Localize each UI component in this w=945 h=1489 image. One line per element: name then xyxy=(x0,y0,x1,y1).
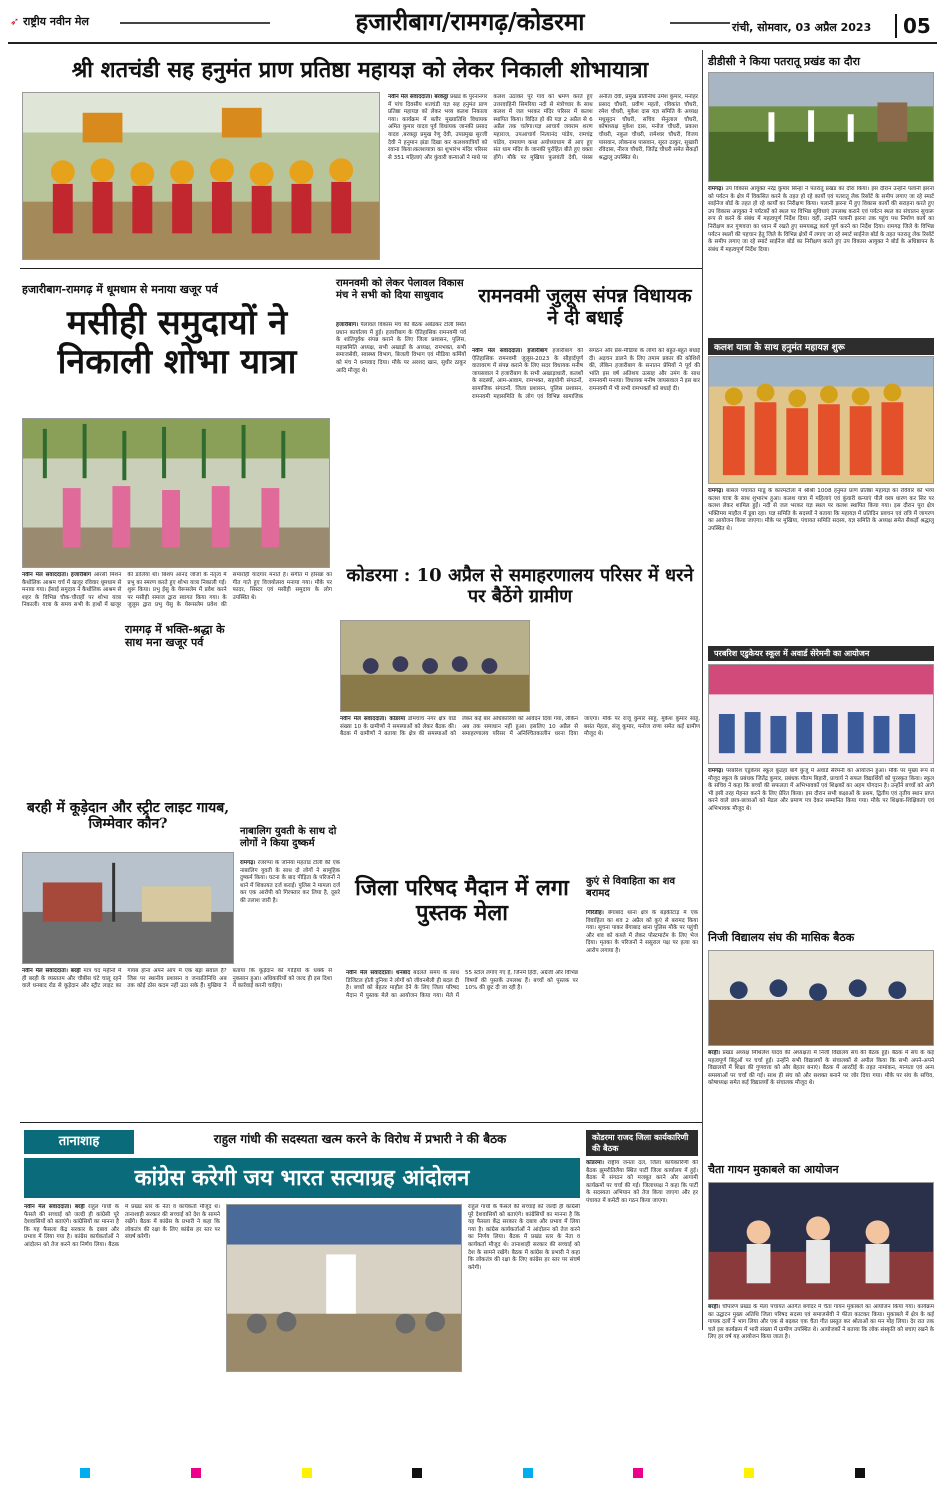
khajur-kicker: हजारीबाग-रामगढ़ में धूमधाम से मनाया खजूर पर्व xyxy=(22,283,218,296)
banner-headline-bar xyxy=(24,1158,580,1198)
banner-tag: तानाशाह xyxy=(24,1130,134,1154)
banner-body-right xyxy=(468,1204,580,1444)
chaita-headline: चैता गायन मुकाबले का आयोजन xyxy=(708,1163,839,1176)
chaita-byline: बरही। xyxy=(708,1304,721,1310)
banner-headline: कांग्रेस करेगी जय भारत सत्याग्रह आंदोलन xyxy=(134,1165,470,1191)
khajur-body xyxy=(22,572,332,730)
ddc-headline: डीडीसी ने किया पतरातू प्रखंड का दौरा xyxy=(708,55,860,68)
koderma-text: डोमचांच नगर क्षेत्र वार्ड संख्या 10 के ग्रामीणों ने समस्याओं को लेकर बैठक की। बैठक में ग्रामीणों ने बताया कि क्षेत्र की समस्याओं को लेकर कई बार अधिकारियों को आवेदन दिया गया, लेकिन अब तक समाधान नहीं हुआ। इसलिए 10 अप्रैल से समाहरणालय परिसर में अनिश्चितकालीन धरना दिया जाएगा। मौके पर राजू कुमार साहू, मुकेश कुमार साहू, बसंत मेहता, संजू कुमार, मनोज राणा समेत कई ग्रामीण मौजूद थे। xyxy=(340,716,700,738)
school-photo xyxy=(708,664,934,764)
ddc-text: उप विकास आयुक्त नरेंद्र कुमार सिन्हा ने पतरातू प्रखंड का दौरा किया। इस दौरान उन्होंने पलानी झरना को पर्यटन के क्षेत्र में विकसित करने के तहत हो रहे कार्यों एवं पतरातू लेक रिसॉर्ट के समीप लगाए जा रहे स्मार्ट साईनेज बोर्ड के तहत हो रहे कार्यों का निरीक्षण किया। पलानी झरना में हुए विकास कार्यों की सराहना करते हुए उप विकास आयुक्त ने पर्यटकों को स्थल पर विभिन्न सुविधाएं उपलब्ध कराने एवं पर्यटन स्थल का संचालन सुचारू रूप से करने के संबंध में महत्वपूर्ण निर्देश दिया। वहीं, उन्होंने पलानी झरना तक पहुंच पथ निर्माण कार्य का निरीक्षण कर गुणवत्ता का ध्यान में रखते हुए समयबद्ध कार्य पूर्ण करने का निर्देश दिया। रामगढ़ जिले के विभिन्न पर्यटन स्थलों की पहचान हेतु जिले के विभिन्न क्षेत्रों में लगाए जा रहे स्मार्ट साईनेज बोर्ड के तहत पतरातू लेक रिसॉर्ट के समीप लगाए जा रहे स्मार्ट साईनेज बोर्ड का निरीक्षण करते हुए उप विकास आयुक्त ने बोर्ड के अधिष्ठापन के संबंध में महत्वपूर्ण निर्देश दिया। xyxy=(708,186,934,253)
banner-text-continued: राहुल गांधी के फैसले की सच्चाई को जल्दी ही कांग्रेसी पूरे देशवासियों को बताएंगे। कांग्रेसियों का मानना है कि यह फैसला केंद्र सरकार के दबाव और प्रभाव में लिया गया है। कांग्रेस कार्यकर्ताओं ने आंदोलन को तेज करने का निर्णय लिया। बैठक में प्रखंड स्तर के नेता व कार्यकर्ता मौजूद थे। तानाशाही सरकार की सच्चाई को देश के सामने रखेंगे। बैठक में कांग्रेस के प्रभारी ने कहा कि लोकतंत्र की रक्षा के लिए कांग्रेस हर स्तर पर संघर्ष करेगी। xyxy=(468,1204,580,1271)
pelawal-body xyxy=(336,322,466,568)
private-school-text: प्रखंड अध्यक्ष मिथिलेश यादव की अध्यक्षता में निजी विद्यालय संघ की बैठक हुई। बैठक में संघ के कई महत्वपूर्ण बिंदुओं पर चर्चा हुई। उन्होंने सभी विद्यालयों के संचालकों से अपील किया कि सभी अपने-अपने विद्यालयों में शिक्षा की गुणवत्ता को और बेहतर बनाएं। बैठक में आरटीई के तहत नामांकन, मान्यता एवं अन्य समस्याओं पर चर्चा की गई। साथ ही संघ को और सशक्त बनाने पर जोर दिया गया। मौके पर संघ के सचिव, कोषाध्यक्ष समेत कई विद्यालयों के संचालक मौजूद थे। xyxy=(708,1050,934,1087)
register-mark-magenta-2 xyxy=(633,1468,643,1478)
chaita-body xyxy=(708,1304,934,1446)
private-school-byline: बरही। xyxy=(708,1050,721,1056)
well-byline: गिरिडीह। xyxy=(586,910,604,916)
kalash-byline: रामगढ़। xyxy=(708,488,724,494)
kalash-photo xyxy=(708,356,934,484)
barhi-text: मात्र चंद महीनों में ही बरही के व्यस्ततम और चौबीस घंटे चालू रहने वाले धनबाद रोड से कूड़ेदान और स्ट्रीट लाइट का गायब होना अपने आप में एक बड़ा सवाल है? जिस पर स्थानीय प्रशासन व जनप्रतिनिधि अब तक कोई ठोस कदम नहीं उठा सके हैं। मुखिया ने बताया कि कूड़ेदान को गाड़ियों के धक्के से नुकसान हुआ। अधिकारियों को जल्द ही इस दिशा में कार्रवाई करनी चाहिए। xyxy=(22,968,332,990)
register-mark-black-2 xyxy=(855,1468,865,1478)
ddc-photo xyxy=(708,72,934,182)
barhi-headline: बरही में कूड़ेदान और स्ट्रीट लाइट गायब, जिम्मेवार कौन? xyxy=(26,800,230,833)
lead-byline: नवीन मेल संवाददाता। बरकट्ठा xyxy=(388,94,449,100)
ramnavami-text: हजारीबाग की ऐतिहासिक रामनवमी जुलूस-2023 के सौहार्दपूर्ण वातावरण में संपन्न कराने के लिए सदर विधायक मनीष जायसवाल ने हजारीबाग के सभी अखाड़ाधारी, कलशों के सदस्यों, आम-आवाम, रामभक्त, सहयोगी संगठनों, सामाजिक संगठनों, जिला प्रशासन, पुलिस प्रशासन, रामनवमी महासमिति के लोग एवं विभिन्न सामाजिक संगठन और प्रेस-मीडिया के लोगों को बहुत-बहुत बधाई दी। अड़चन डालने के लिए तमाम प्रकार की कोशिशें की, लेकिन हजारीबाग के सनातन प्रेमियों ने पूर्व की भांति इस वर्ष अतिशय उत्साह और उमंग के साथ रामनवमी मनाया। विधायक मनीष जायसवाल ने इस बार रामनवमी में भी सभी रामभक्तों को बधाई दी। xyxy=(472,348,700,400)
kalash-text: बासल पंचायत मांडू के कारमटोला में श्रीश्री 1008 हनुमंत प्राण प्रतिष्ठा महायज्ञ का रविवार को भव्य कलश यात्रा के साथ शुभारंभ हुआ। कलश यात्रा में महिलाएं एवं कुंवारी कन्याएं पीले वस्त्र धारण कर सिर पर कलश लेकर शामिल हुईं। नदी से जल भरकर यज्ञ स्थल पर कलश स्थापित किया गया। इस दौरान पूरा क्षेत्र भक्तिमय माहौल में डूबा रहा। यज्ञ समिति के सदस्यों ने बताया कि महायज्ञ में प्रतिदिन प्रवचन एवं रात्रि में जागरण का आयोजन किया जाएगा। मौके पर मुखिया, पंचायत समिति सदस्य, यज्ञ समिति के अध्यक्ष समेत सैकड़ों श्रद्धालु उपस्थित थे। xyxy=(708,488,934,532)
ramnavami-byline: नवीन मेल संवाददाता। हजारीबाग xyxy=(472,348,548,354)
nabalig-headline: नाबालिग युवती के साथ दो लोगों ने किया दुष्कर्म xyxy=(240,826,337,849)
banner-byline: नवीन मेल संवाददाता। बरही xyxy=(24,1204,85,1210)
pelawal-byline: हजारीबाग। xyxy=(336,322,359,328)
lead-text: प्रखंड के पुरनानगर में पांच दिवसीय शतचंडी यज्ञ सह हनुमंत प्राण प्रतिष्ठा महायज्ञ को लेकर भव्य कलश निकाला गया। कार्यक्रम में बतौर मुख्यातिथि विधायक अमित कुमार यादव पूर्व विधायक जानकी प्रसाद यादव ,बरकट्ठा प्रमुख रेणु देवी, उपप्रमुख सुरजी देवी ने हनुमान झंडा दिखा कर कलशयात्रियों को रवाना किया।कलशयात्रा का शुभारंभ मंदिर परिसर से 351 महिलाएं और कुंवारी कन्याओं ने माथे पर कलश उठाकर पूरे गांव को भ्रमण करते हुए उत्तरवाहिनी सिमरिया नदी से मंत्रोच्चार के साथ कलश में जल भरकर मंदिर परिसर में कलश स्थापित किया। विदित हो की यज्ञ 2 अप्रैल से 6 अप्रैल तक चलेगा।यज्ञ आचार्य जयराम शरण महाराज, उपआचार्य नित्यानंद पांडेय, रामचंद्र पांडेय, रामायण कथा अयोध्याधाम से आए हुए संत धाम मंदिर के जानकी पुरोहित बीते हुए वक्ता होंगे। मौके पर मुखिया फुलवंती देवी, पंसस अनीता देवी, प्रमुख प्रतिनिधि उमेश कुमार, मनोहर प्रसाद चौधरी, प्रवीण महतो, रविकांत चौधरी, रमेश चौधरी, मुकेश दास यज्ञ समिति के अध्यक्ष मधुसूदन चौधरी, सचिव सेनुलाल चौधरी, कोषाध्यक्ष मुकेश दास, मनोज चौधरी, प्रकाश चौधरी, नकुल चौधरी, रामेश्वर चौधरी, विजय पासवान, लोकनाथ पासवान, सूरत ठाकुर, सुखारी रविदास, नीरज चौधरी, जितेंद्र चौधरी समेत सैकड़ों श्रद्धालु उपस्थित थे। xyxy=(388,94,698,161)
well-text: बेंगाबाद थाना क्षेत्र के बड़कीटांड़ में एक विवाहिता का शव 2 अप्रैल को कुएं से बरामद किया गया। सूचना पाकर बेंगाबाद थाना पुलिस मौके पर पहुंची और शव को कब्जे में लेकर पोस्टमार्टम के लिए भेज दिया। मृतका के परिजनों ने ससुराल पक्ष पर हत्या का आरोप लगाया है। xyxy=(586,910,698,954)
dateline: रांची, सोमवार, 03 अप्रैल 2023 xyxy=(732,21,872,34)
bird-icon: ➶ xyxy=(10,15,20,28)
nabalig-byline: रामगढ़। xyxy=(240,860,256,866)
lead-rule xyxy=(20,268,702,269)
register-mark-cyan-2 xyxy=(523,1468,533,1478)
khajur-byline: नवीन मेल संवाददाता। हजारीबाग xyxy=(22,572,92,578)
private-school-photo xyxy=(708,950,934,1046)
section-title: हजारीबाग/रामगढ़/कोडरमा xyxy=(355,7,585,36)
banner-text: राहुल गांधी के फैसले की सच्चाई को जल्दी ही कांग्रेसी पूरे देशवासियों को बताएंगे। कांग्रेसियों का मानना है कि यह फैसला केंद्र सरकार के दबाव और प्रभाव में लिया गया है। कांग्रेस कार्यकर्ताओं ने आंदोलन को तेज करने का निर्णय लिया। बैठक में प्रखंड स्तर के नेता व कार्यकर्ता मौजूद थे। तानाशाही सरकार की सच्चाई को देश के सामने रखेंगे। बैठक में कांग्रेस के प्रभारी ने कहा कि लोकतंत्र की रक्षा के लिए कांग्रेस हर स्तर पर संघर्ष करेगी। xyxy=(24,1204,220,1248)
rjd-byline: कोडरमा। xyxy=(586,1160,604,1166)
barhi-photo xyxy=(22,852,234,964)
khajur-headline: मसीही समुदायों ने निकाली शोभा यात्रा xyxy=(57,303,297,383)
masthead-rule xyxy=(8,42,937,44)
ddc-body xyxy=(708,186,934,336)
paper-logo xyxy=(10,14,89,29)
ramnavami-headline: रामनवमी जुलूस संपन्न विधायक ने दी बधाई xyxy=(478,285,692,329)
register-mark-yellow xyxy=(302,1468,312,1478)
footer-color-bar xyxy=(0,1466,945,1480)
nabalig-text: रजरप्पा के जनिया महतांड टोली की एक नाबालिग युवती के साथ दो लोगों ने सामूहिक दुष्कर्म किया। घटना के बाद पीड़िता के परिजनों ने थाने में शिकायत दर्ज कराई। पुलिस ने मामला दर्ज कर एक आरोपी को गिरफ्तार कर लिया है, दूसरे की तलाश जारी है। xyxy=(240,860,340,904)
kalash-body xyxy=(708,488,934,638)
school-text: परबरिश एडुकेयर स्कूल कुंडहा बागे कुजू में अवार्ड सेरेमनी का आयोजन हुआ। मौके पर मुख्य रूप से मौजूद स्कूल के प्रबंधक जितेंद्र कुमार, प्रबंधक गौतम बिहारी, प्राचार्य ने सफल विद्यार्थियों को पुरस्कृत किया। स्कूल के सचिव ने कहा कि बच्चों की सफलता में अभिभावकों एवं शिक्षकों का अहम योगदान है। उन्होंने बच्चों को आगे भी इसी तरह मेहनत करने के लिए प्रेरित किया। इस दौरान सभी कक्षाओं के प्रथम, द्वितीय एवं तृतीय स्थान प्राप्त करने वाले छात्र-छात्राओं को मेडल और प्रमाण पत्र देकर सम्मानित किया गया। मौके पर शिक्षक-शिक्षिकाएं एवं अभिभावक मौजूद थे। xyxy=(708,768,934,812)
page-number: 05 xyxy=(895,14,931,38)
school-byline: रामगढ़। xyxy=(708,768,724,774)
banner-rule xyxy=(20,1122,702,1123)
rjd-headline: कोडरमा राजद जिला कार्यकारिणी की बैठक xyxy=(586,1130,698,1156)
lead-headline: श्री शतचंडी सह हनुमंत प्राण प्रतिष्ठा महायज्ञ को लेकर निकाली शोभायात्रा xyxy=(71,57,649,83)
school-body xyxy=(708,768,934,928)
book-fair-body xyxy=(346,970,578,1120)
barhi-byline: नवीन मेल संवाददाता। बरही xyxy=(22,968,81,974)
masthead xyxy=(0,0,945,44)
barhi-body xyxy=(22,968,332,1118)
chaita-photo xyxy=(708,1182,934,1300)
kalash-headline: कलश यात्रा के साथ हनुमंत महायज्ञ शुरू xyxy=(708,338,934,355)
nabalig-body xyxy=(240,860,340,964)
book-fair-text: बदलते समय के साथ डिजिटल होती दुनिया ने लोगों को जीवनशैली ही बदल दी है। बच्चों को बेहतर माहौल देने के लिए जिला परिषद मैदान में पुस्तक मेले का आयोजन किया गया। मेले में 55 स्टॉल लगाए गए हैं, जिनमें हिंदी, अंग्रेजी और विभिन्न विषयों की पुस्तकें उपलब्ध हैं। बच्चों को पुस्तक पर 10% की छूट दी जा रही है। xyxy=(346,970,578,999)
register-mark-magenta xyxy=(191,1468,201,1478)
register-mark-yellow-2 xyxy=(744,1468,754,1478)
koderma-headline: कोडरमा : 10 अप्रैल से समाहरणालय परिसर में धरने पर बैठेंगे ग्रामीण xyxy=(346,565,694,607)
private-school-headline: निजी विद्यालय संघ की मासिक बैठक xyxy=(708,931,855,944)
koderma-body xyxy=(340,716,700,868)
koderma-byline: नवीन मेल संवाददाता। कोडरमा xyxy=(340,716,406,722)
khajur-text: आरसी मिशन कैथोलिक आश्रम चर्च में खजूर रविवार धूमधाम से मनाया गया। ईसाई समुदाय ने कैथोलिक आश्रम से शहर के विभिन्न चौक-चौराहों पर शोभा यात्रा निकाली। यात्रा के समय सभी के हाथों में खजूर की डालियां थीं। बिशप आनंद जोजो के नेतृत्व में प्रभु का स्मरण करते हुए शोभा यात्रा निकाली गई। शुरू किया। प्रभु ईसु के येरूसलेम में प्रवेश करने पर मसीही समाज द्वारा स्वागत किया गया। के जुलूस द्वारा प्रभु येसु के येरूसलेम प्रवेश की समारोही यादगार मनाते हैं। संगीत में होसन्ना का गीत गाते हुए विजयोत्सव मनाया गया। मौके पर फादर, सिस्टर एवं मसीही समुदाय के लोग उपस्थित थे। xyxy=(22,572,332,609)
ramgarh-khajur-headline: रामगढ़ में भक्ति-श्रद्धा के साथ मना खजूर पर्व xyxy=(125,623,225,649)
banner-photo xyxy=(226,1204,462,1372)
lead-body xyxy=(388,94,698,260)
lead-photo-procession xyxy=(22,92,380,260)
ramnavami-body xyxy=(472,348,700,558)
pelawal-text: पेलावल विकास मंच की बैठक अंबेडकर टोली स्थित प्रधान कार्यालय में हुई। हजारीबाग के ऐतिहासिक रामनवमी पर्व के शांतिपूर्वक संपन्न कराने के लिए जिला प्रशासन, पुलिस, महासमिति अध्यक्ष, सभी अखाड़ों के अध्यक्ष, रामभक्त, सभी समाजसेवी, स्वास्थ्य विभाग, बिजली विभाग एवं मीडिया कर्मियों को मंच ने धन्यवाद दिया। मौके पर अरशद खान, सुधीर ठाकुर आदि मौजूद थे। xyxy=(336,322,466,374)
pelawal-headline: रामनवमी को लेकर पेलावल विकास मंच ने सभी को दिया साधुवाद xyxy=(336,278,464,301)
paper-name: राष्ट्रीय नवीन मेल xyxy=(23,15,89,28)
decor-line-right xyxy=(670,22,730,24)
koderma-photo xyxy=(340,620,530,712)
khajur-photo xyxy=(22,418,330,568)
book-fair-byline: नवीन मेल संवाददाता। धनबाद xyxy=(346,970,411,976)
chaita-text: चौपारण प्रखंड के मेला पंचायत अंतर्गत बगोदर में चैता गायन मुकाबले का आयोजन किया गया। कार्यक्रम का उद्घाटन मुख्य अतिथि जिला परिषद सदस्य एवं समाजसेवी ने फीता काटकर किया। मुकाबले में क्षेत्र के कई गायक दलों ने भाग लिया और एक से बढ़कर एक चैता गीत प्रस्तुत कर श्रोताओं का मन मोह लिया। देर रात तक चले इस कार्यक्रम में भारी संख्या में ग्रामीण उपस्थित थे। आयोजकों ने बताया कि लोक संस्कृति को बचाए रखने के लिए हर वर्ष यह आयोजन किया जाता है। xyxy=(708,1304,934,1341)
ddc-byline: रामगढ़। xyxy=(708,186,724,192)
banner-subhead: राहुल गांधी की सदस्यता खत्म करने के विरोध में प्रभारी ने की बैठक xyxy=(213,1132,507,1146)
well-headline: कुएं से विवाहिता का शव बरामद xyxy=(586,876,676,899)
school-headline: परबरिश एडुकेयर स्कूल में अवार्ड सेरेमनी का आयोजन xyxy=(708,646,934,661)
register-mark-cyan xyxy=(80,1468,90,1478)
right-column-divider xyxy=(702,50,703,1330)
register-mark-black xyxy=(412,1468,422,1478)
well-body xyxy=(586,910,698,1120)
rjd-text: राष्ट्रीय जनता दल, जिला कार्यकारिणी की बैठक झुमरीतिलैया स्थित पार्टी जिला कार्यालय में हुई। बैठक में संगठन को मजबूत करने और आगामी कार्यक्रमों पर चर्चा की गई। जिलाध्यक्ष ने कहा कि पार्टी के सदस्यता अभियान को तेज किया जाएगा और हर पंचायत में कमेटी का गठन किया जाएगा। xyxy=(586,1160,698,1204)
private-school-body xyxy=(708,1050,934,1162)
book-fair-headline: जिला परिषद मैदान में लगा पुस्तक मेला xyxy=(355,875,569,927)
rjd-body xyxy=(586,1160,698,1444)
decor-line-left xyxy=(120,22,270,24)
banner-body-left xyxy=(24,1204,220,1444)
